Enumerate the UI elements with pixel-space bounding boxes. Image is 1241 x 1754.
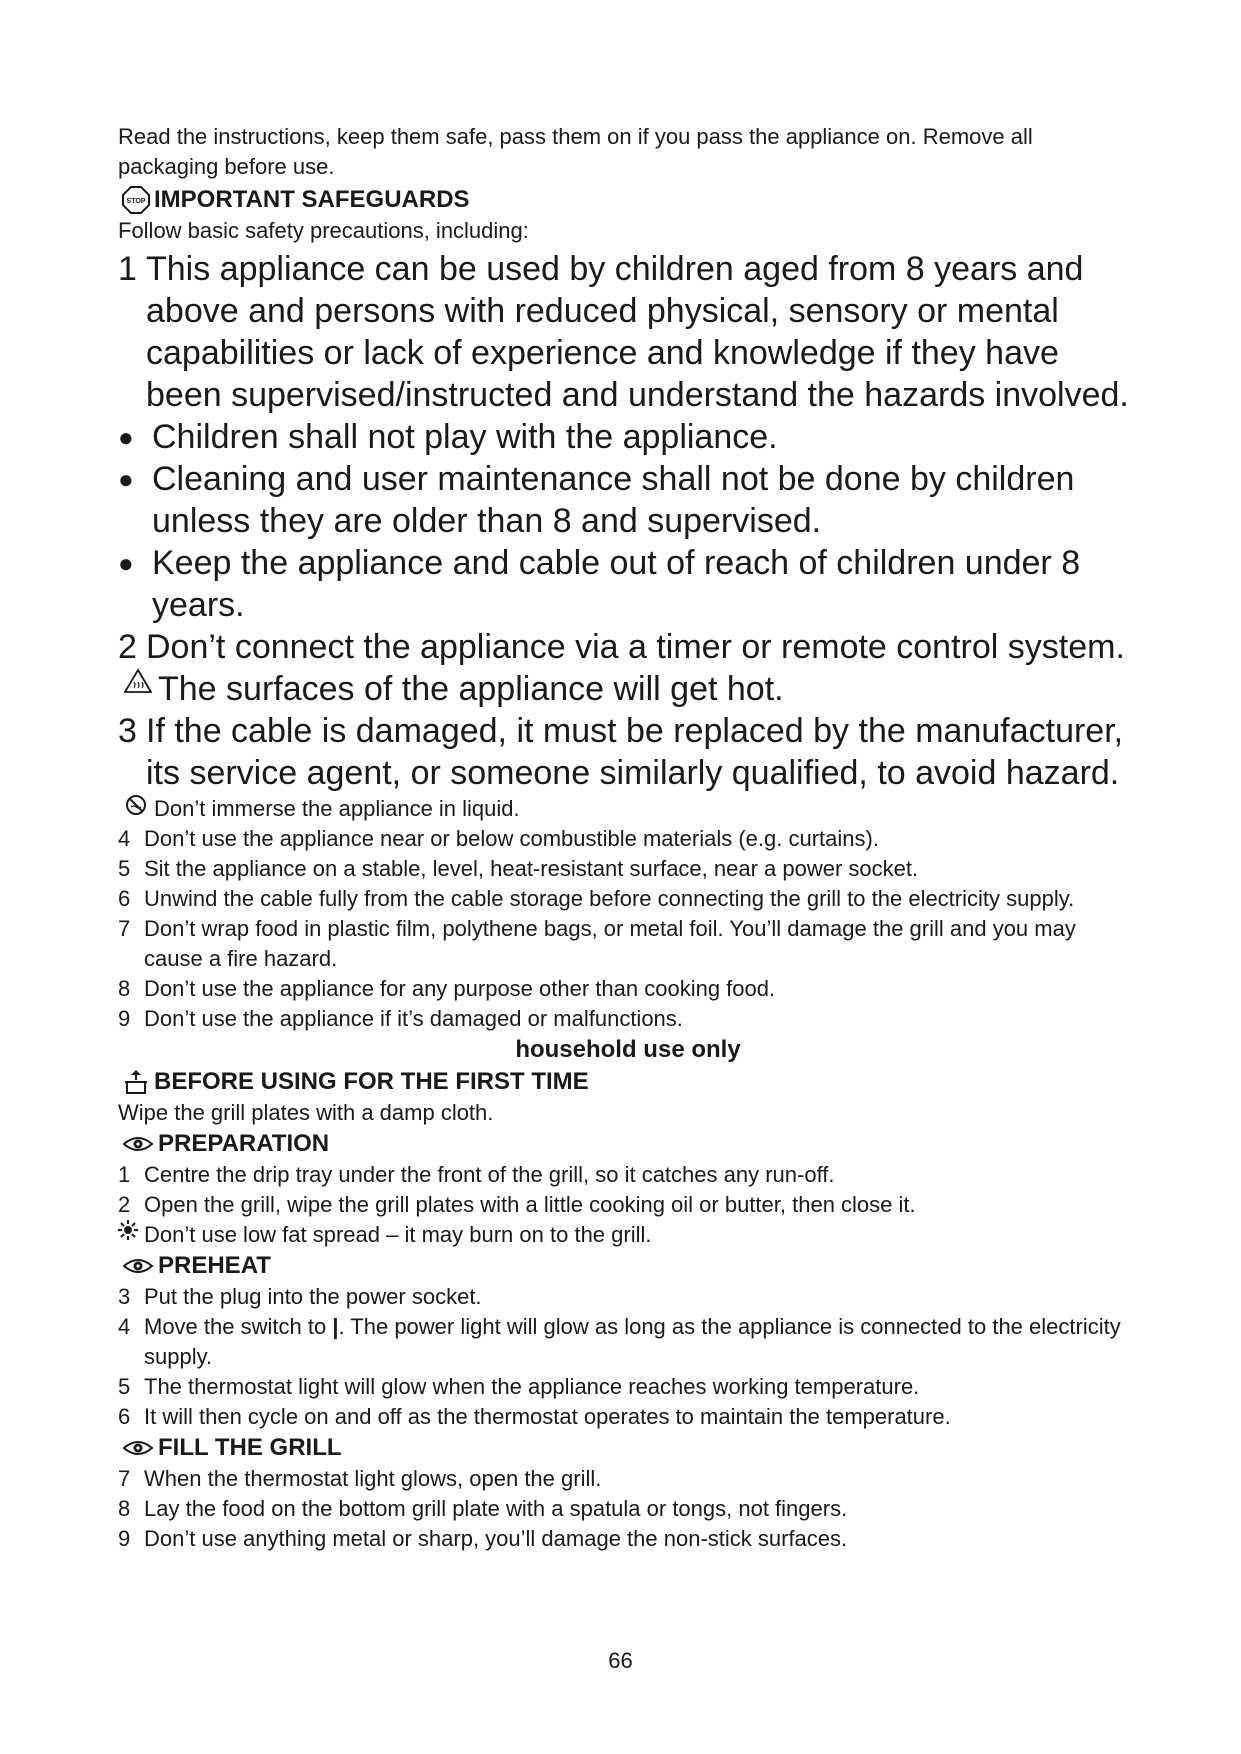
safeguard-item-1 [118,248,1138,416]
hot-warning [118,668,1138,710]
item-number: 1 [118,1162,131,1187]
item-text: Don’t use the appliance for any purpose other than cooking food. [144,976,776,1001]
intro-text: Read the instructions, keep them safe, pass them on if you pass the appliance on. Remove all packaging before use. [118,124,1033,179]
item-text: Open the grill, wipe the grill plates with a little cooking oil or butter, then close it. [144,1192,916,1217]
no-immerse-icon [118,794,154,816]
eye-icon [118,1439,158,1457]
item-number: 2 [118,1192,131,1217]
item-text: When the thermostat light glows, open the grill. [144,1466,602,1491]
item-text: Don’t wrap food in plastic film, polythene bags, or metal foil. You’ll damage the grill and you may cause a fire hazard. [144,916,1076,971]
household-use-note: household use only [515,1036,741,1063]
item-number: 7 [118,916,131,941]
immerse-text: Don’t immerse the appliance in liquid. [154,796,520,821]
tip-text: Don’t use low fat spread – it may burn on to the grill. [144,1222,652,1247]
preheat-title: PREHEAT [158,1252,271,1279]
item-text: This appliance can be used by children aged from 8 years and above and persons with reduced physical, sensory or mental capabilities or lack of experience and knowledge if they have been supervised/instructed and understand the hazards involved. [146,250,1129,414]
bullet-dot-icon: ● [118,422,134,452]
item-text: It will then cycle on and off as the thermostat operates to maintain the temperature. [144,1404,951,1429]
item-text [144,1312,1138,1372]
fill-title: FILL THE GRILL [158,1434,342,1461]
item-number: 8 [118,1496,131,1521]
first-time-title: BEFORE USING FOR THE FIRST TIME [154,1068,589,1095]
first-time-text: Wipe the grill plates with a damp cloth. [118,1100,494,1125]
bullet-text: Keep the appliance and cable out of reach of children under 8 years. [152,544,1081,624]
safeguards-title: IMPORTANT SAFEGUARDS [154,186,470,213]
item-number: 1 [118,250,137,288]
bullet-item [118,542,1138,626]
item-number: 3 [118,1284,131,1309]
item-number: 6 [118,1404,131,1429]
bullet-text: Cleaning and user maintenance shall not be done by children unless they are older than 8 and supervised. [152,460,1075,540]
hot-surface-icon [118,668,158,694]
item-text: Don’t connect the appliance via a timer or remote control system. [146,628,1125,666]
bullet-dot-icon: ● [118,464,134,494]
item-number: 5 [118,1374,131,1399]
item-text: Don’t use anything metal or sharp, you’ll damage the non-stick surfaces. [144,1526,848,1551]
preheat-item [118,1282,1138,1312]
switch-symbol: | [332,1314,339,1339]
item-text: Sit the appliance on a stable, level, heat-resistant surface, near a power socket. [144,856,919,881]
item-text: If the cable is damaged, it must be replaced by the manufacturer, its service agent, or someone similarly qualified, to avoid hazard. [146,712,1124,792]
safeguard-item-2 [118,626,1138,668]
fill-item [118,1464,1138,1494]
safeguard-small-item [118,914,1138,974]
bullet-item [118,458,1138,542]
item-number: 4 [118,826,131,851]
safeguard-small-item [118,824,1138,854]
immerse-warning [118,794,1138,824]
item-text: Put the plug into the power socket. [144,1284,482,1309]
item-number: 9 [118,1526,131,1551]
safeguards-subtitle: Follow basic safety precautions, including: [118,218,529,243]
fill-item [118,1524,1138,1554]
bullet-text: Children shall not play with the appliance. [152,418,778,456]
item-text-a: Move the switch to [144,1314,333,1339]
item-number: 9 [118,1006,131,1031]
preheat-item [118,1402,1138,1432]
item-text: The thermostat light will glow when the appliance reaches working temperature. [144,1374,920,1399]
safeguard-small-item [118,1004,1138,1034]
safeguard-small-item [118,854,1138,884]
eye-icon [118,1135,158,1153]
safeguards-heading [118,184,1138,216]
preparation-title: PREPARATION [158,1130,330,1157]
preheat-heading [118,1250,1138,1282]
safeguard-small-item [118,884,1138,914]
item-number: 6 [118,886,131,911]
hot-warning-text: The surfaces of the appliance will get hot. [158,670,784,708]
item-number: 5 [118,856,131,881]
preheat-item [118,1372,1138,1402]
item-number: 7 [118,1466,131,1491]
svg-text:STOP: STOP [126,198,146,205]
tip-sun-icon [118,1220,144,1240]
stop-icon [118,186,154,214]
preparation-item [118,1190,1138,1220]
preheat-item [118,1312,1138,1372]
item-text-b: . The power light will glow as long as the appliance is connected to the electricity supply. [144,1314,1121,1369]
bullet-dot-icon: ● [118,548,134,578]
fill-item [118,1494,1138,1524]
item-number: 2 [118,628,137,666]
item-text: Unwind the cable fully from the cable storage before connecting the grill to the electricity supply. [144,886,1075,911]
page-number: 66 [608,1648,633,1673]
manual-page [118,122,1138,1554]
eye-icon [118,1257,158,1275]
safeguard-item-3 [118,710,1138,794]
fill-heading [118,1432,1138,1464]
item-number: 3 [118,712,137,750]
bullet-item [118,416,1138,458]
item-number: 8 [118,976,131,1001]
item-text: Don’t use the appliance near or below combustible materials (e.g. curtains). [144,826,879,851]
item-number: 4 [118,1314,131,1339]
preparation-item [118,1160,1138,1190]
first-time-heading [118,1066,1138,1098]
item-text: Don’t use the appliance if it’s damaged or malfunctions. [144,1006,683,1031]
item-text: Lay the food on the bottom grill plate with a spatula or tongs, not fingers. [144,1496,848,1521]
preparation-tip [118,1220,1138,1250]
item-text: Centre the drip tray under the front of the grill, so it catches any run-off. [144,1162,835,1187]
unpack-icon [118,1069,154,1095]
preparation-heading [118,1128,1138,1160]
safeguard-small-item [118,974,1138,1004]
